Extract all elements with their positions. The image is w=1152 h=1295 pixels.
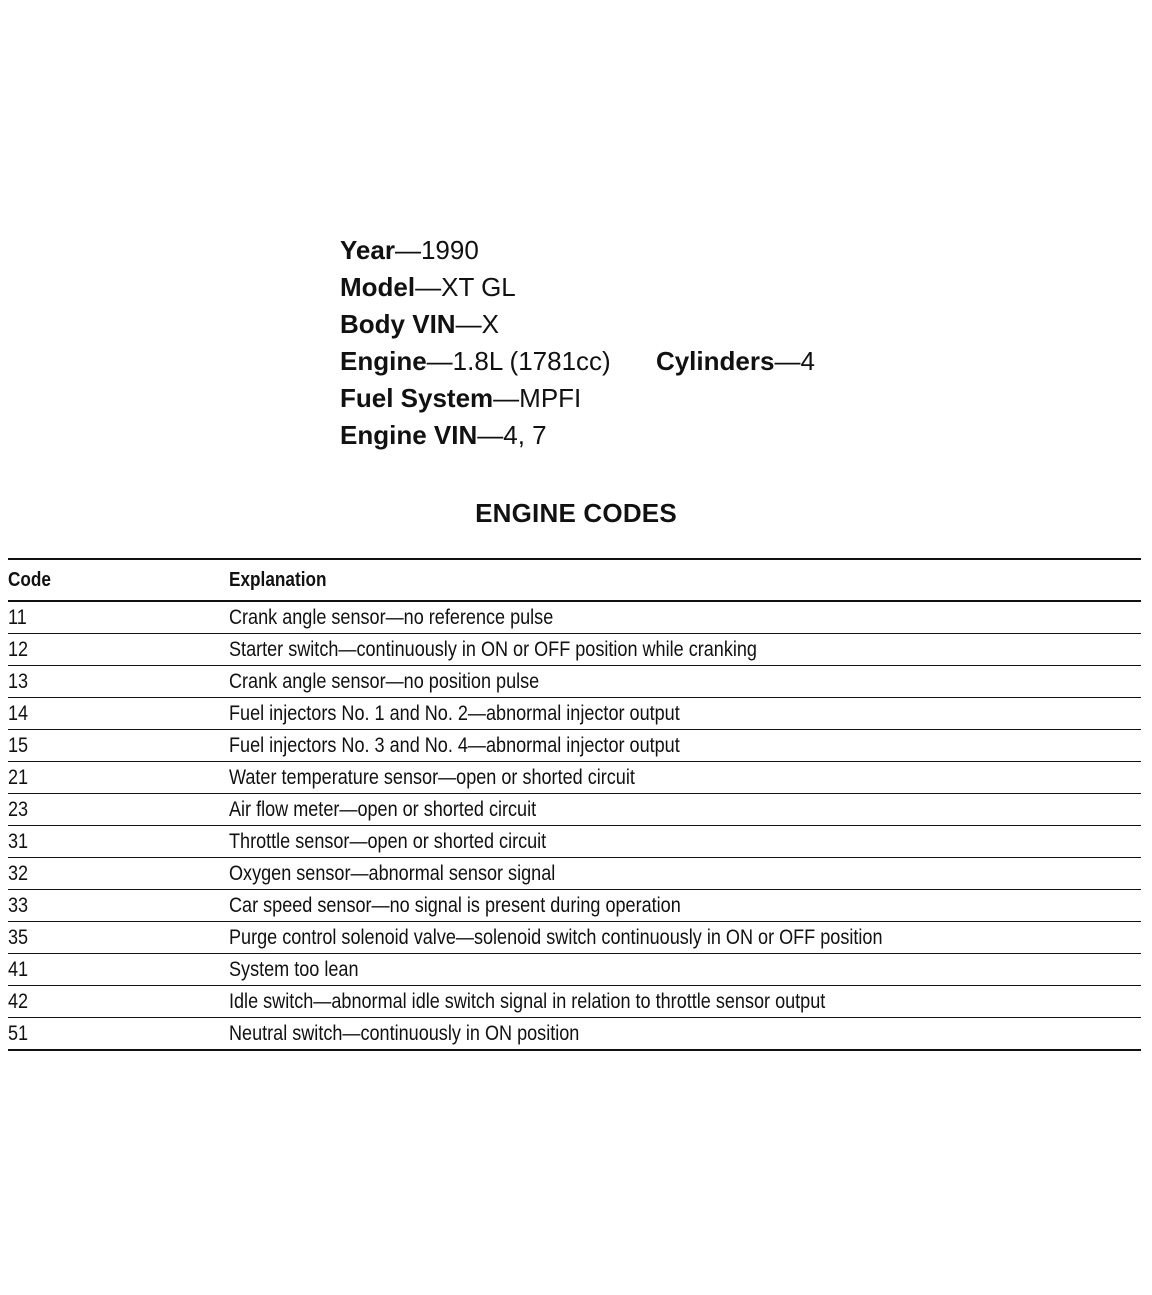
explanation-cell bbox=[229, 762, 1141, 794]
code-cell bbox=[8, 986, 229, 1018]
table-row bbox=[8, 954, 1141, 986]
code-cell bbox=[8, 954, 229, 986]
code-value: 32 bbox=[8, 861, 29, 885]
explanation-cell bbox=[229, 794, 1141, 826]
explanation-value: Throttle sensor—open or shorted circuit bbox=[229, 829, 547, 853]
code-cell bbox=[8, 666, 229, 698]
explanation-value: Neutral switch—continuously in ON position bbox=[229, 1021, 580, 1045]
explanation-value: Fuel injectors No. 3 and No. 4—abnormal injector output bbox=[229, 733, 680, 757]
code-value: 21 bbox=[8, 765, 29, 789]
year-line bbox=[340, 232, 900, 269]
code-cell bbox=[8, 890, 229, 922]
code-cell bbox=[8, 601, 229, 634]
code-value: 12 bbox=[8, 637, 29, 661]
explanation-value: Water temperature sensor—open or shorted circuit bbox=[229, 765, 635, 789]
explanation-value: Air flow meter—open or shorted circuit bbox=[229, 797, 537, 821]
engine-line bbox=[340, 343, 900, 380]
engine-vin-value: 4, 7 bbox=[503, 420, 547, 450]
explanation-value: Purge control solenoid valve—solenoid switch continuously in ON or OFF position bbox=[229, 925, 883, 949]
body-vin-label: Body VIN bbox=[340, 309, 456, 339]
engine-codes-title: ENGINE CODES bbox=[475, 498, 677, 528]
table-header bbox=[8, 559, 1141, 601]
code-cell bbox=[8, 1018, 229, 1051]
explanation-cell bbox=[229, 890, 1141, 922]
separator-dash: — bbox=[493, 383, 520, 413]
table-row bbox=[8, 666, 1141, 698]
explanation-value: Crank angle sensor—no reference pulse bbox=[229, 605, 554, 629]
explanation-cell bbox=[229, 698, 1141, 730]
year-label: Year bbox=[340, 235, 395, 265]
table-row bbox=[8, 890, 1141, 922]
code-value: 23 bbox=[8, 797, 29, 821]
explanation-value: System too lean bbox=[229, 957, 359, 981]
cylinders-group bbox=[656, 343, 815, 380]
explanation-value: Car speed sensor—no signal is present during operation bbox=[229, 893, 681, 917]
table-row bbox=[8, 858, 1141, 890]
body-vin-line bbox=[340, 306, 900, 343]
code-cell bbox=[8, 922, 229, 954]
table-row bbox=[8, 762, 1141, 794]
code-value: 14 bbox=[8, 701, 29, 725]
model-label: Model bbox=[340, 272, 416, 302]
explanation-value: Oxygen sensor—abnormal sensor signal bbox=[229, 861, 556, 885]
explanation-cell bbox=[229, 922, 1141, 954]
table-row bbox=[8, 986, 1141, 1018]
explanation-cell bbox=[229, 986, 1141, 1018]
code-cell bbox=[8, 794, 229, 826]
model-line bbox=[340, 269, 900, 306]
separator-dash: — bbox=[426, 346, 453, 376]
fuel-system-label: Fuel System bbox=[340, 383, 494, 413]
engine-vin-line bbox=[340, 417, 900, 454]
table-row bbox=[8, 730, 1141, 762]
explanation-value: Idle switch—abnormal idle switch signal in relation to throttle sensor output bbox=[229, 989, 826, 1013]
code-cell bbox=[8, 826, 229, 858]
table-row bbox=[8, 634, 1141, 666]
separator-dash: — bbox=[394, 235, 421, 265]
explanation-value: Fuel injectors No. 1 and No. 2—abnormal injector output bbox=[229, 701, 680, 725]
explanation-cell bbox=[229, 666, 1141, 698]
fuel-system-value: MPFI bbox=[519, 383, 582, 413]
body-vin-value: X bbox=[481, 309, 499, 339]
code-cell bbox=[8, 730, 229, 762]
table-body bbox=[8, 601, 1141, 1050]
explanation-cell bbox=[229, 1018, 1141, 1051]
explanation-cell bbox=[229, 601, 1141, 634]
code-value: 41 bbox=[8, 957, 29, 981]
code-value: 42 bbox=[8, 989, 29, 1013]
explanation-cell bbox=[229, 858, 1141, 890]
table-row bbox=[8, 698, 1141, 730]
vehicle-spec-block bbox=[340, 232, 900, 454]
table-row bbox=[8, 601, 1141, 634]
explanation-cell bbox=[229, 730, 1141, 762]
code-value: 31 bbox=[8, 829, 29, 853]
explanation-column-header: Explanation bbox=[229, 568, 327, 591]
engine-codes-table bbox=[8, 558, 1141, 1051]
code-column-header: Code bbox=[8, 568, 51, 591]
engine-value: 1.8L (1781cc) bbox=[452, 346, 611, 376]
explanation-value: Crank angle sensor—no position pulse bbox=[229, 669, 540, 693]
code-value: 11 bbox=[8, 605, 27, 629]
code-cell bbox=[8, 698, 229, 730]
code-cell bbox=[8, 762, 229, 794]
year-value: 1990 bbox=[420, 235, 479, 265]
code-cell bbox=[8, 858, 229, 890]
code-value: 33 bbox=[8, 893, 29, 917]
separator-dash: — bbox=[477, 420, 504, 450]
code-value: 51 bbox=[8, 1021, 29, 1045]
explanation-value: Starter switch—continuously in ON or OFF position while cranking bbox=[229, 637, 757, 661]
separator-dash: — bbox=[415, 272, 442, 302]
engine-vin-label: Engine VIN bbox=[340, 420, 478, 450]
cylinders-value: 4 bbox=[800, 346, 815, 376]
cylinders-label: Cylinders bbox=[655, 346, 775, 376]
header-row bbox=[8, 559, 1141, 601]
separator-dash: — bbox=[774, 346, 801, 376]
table-row bbox=[8, 922, 1141, 954]
code-cell bbox=[8, 634, 229, 666]
explanation-cell bbox=[229, 954, 1141, 986]
explanation-cell bbox=[229, 634, 1141, 666]
table-row bbox=[8, 826, 1141, 858]
code-value: 15 bbox=[8, 733, 29, 757]
table-row bbox=[8, 1018, 1141, 1051]
fuel-system-line bbox=[340, 380, 900, 417]
code-value: 13 bbox=[8, 669, 29, 693]
model-value: XT GL bbox=[441, 272, 516, 302]
engine-label: Engine bbox=[340, 346, 427, 376]
code-value: 35 bbox=[8, 925, 29, 949]
table-row bbox=[8, 794, 1141, 826]
explanation-cell bbox=[229, 826, 1141, 858]
separator-dash: — bbox=[455, 309, 482, 339]
